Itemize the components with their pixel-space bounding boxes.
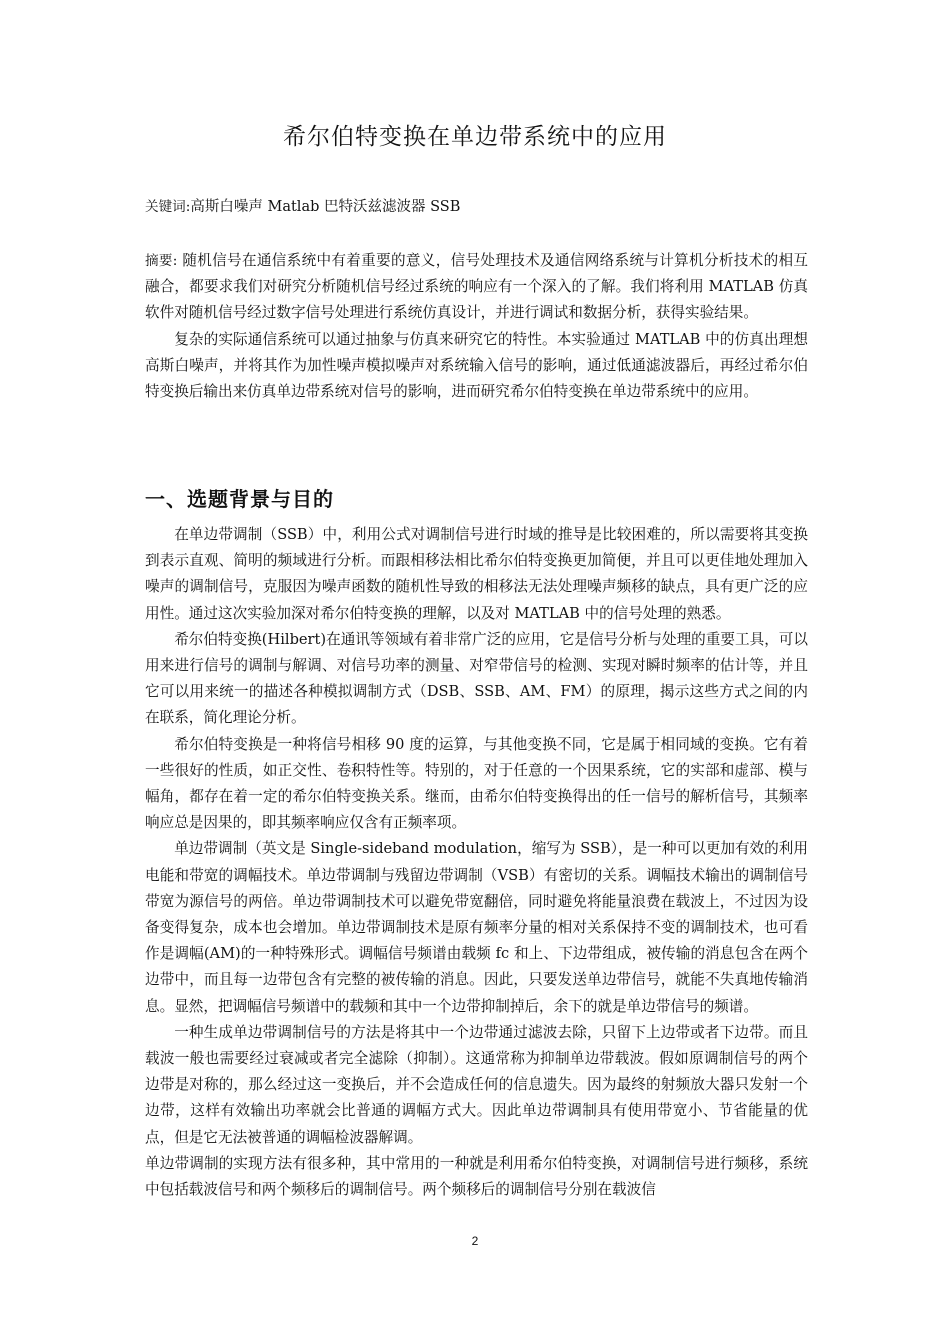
abstract-paragraph-1: [145, 248, 808, 327]
keywords-text: 高斯白噪声 Matlab 巴特沃兹滤波器 SSB: [190, 199, 461, 215]
keywords-line: [145, 196, 815, 218]
abstract-block: [145, 248, 808, 405]
body-paragraph: 一种生成单边带调制信号的方法是将其中一个边带通过滤波去除，只留下上边带或者下边带。而且载波一般也需要经过衰减或者完全滤除（抑制）。这通常称为抑制单边带载波。假如原调制信号的两个边带是对称的，那么经过这一变换后，并不会造成任何的信息遗失。因为最终的射频放大器只发射一个边带，这样有效输出功率就会比普通的调幅方式大。因此单边带调制具有使用带宽小、节省能量的优点，但是它无法被普通的调幅检波器解调。: [145, 1023, 808, 1146]
body-paragraph: 在单边带调制（SSB）中，利用公式对调制信号进行时域的推导是比较困难的，所以需要将其变换到表示直观、简明的频域进行分析。而跟相移法相比希尔伯特变换更加简便，并且可以更佳地处理加入噪声的调制信号，克服因为噪声函数的随机性导致的相移法无法处理噪声频移的缺点，具有更广泛的应用性。通过这次实验加深对希尔伯特变换的理解，以及对 MATLAB 中的信号处理的熟悉。: [145, 526, 808, 622]
body-paragraph: 单边带调制的实现方法有很多种，其中常用的一种就是利用希尔伯特变换，对调制信号进行频移，系统中包括载波信号和两个频移后的调制信号。两个频移后的调制信号分别在载波信: [145, 1154, 808, 1199]
page-number: 2: [471, 1234, 479, 1248]
abstract-text-1: 随机信号在通信系统中有着重要的意义，信号处理技术及通信网络系统与计算机分析技术的相互融合，都要求我们对研究分析随机信号经过系统的响应有一个深入的了解。我们将利用 MATLAB 仿真软件对随机信号经过数字信号处理进行系统仿真设计，并进行调试和数据分析，获得实验结果。: [145, 252, 808, 322]
body-paragraph: 希尔伯特变换(Hilbert)在通讯等领域有着非常广泛的应用，它是信号分析与处理的重要工具，可以用来进行信号的调制与解调、对信号功率的测量、对窄带信号的检测、实现对瞬时频率的估计等，并且它可以用来统一的描述各种模拟调制方式（DSB、SSB、AM、FM）的原理，揭示这些方式之间的内在联系，简化理论分析。: [145, 630, 808, 727]
page-title: 希尔伯特变换在单边带系统中的应用: [283, 124, 667, 150]
body-paragraph: 单边带调制（英文是 Single-sideband modulation，缩写为 SSB），是一种可以更加有效的利用电能和带宽的调幅技术。单边带调制与残留边带调制（VSB）有密切的关系。调幅技术输出的调制信号带宽为源信号的两倍。单边带调制技术可以避免带宽翻倍，同时避免将能量浪费在载波上，不过因为设备变得复杂，成本也会增加。单边带调制技术是原有频率分量的相对关系保持不变的调制技术，也可看作是调幅(AM)的一种特殊形式。调幅信号频谱由载频 fc 和上、下边带组成，被传输的消息包含在两个边带中，而且每一边带包含有完整的被传输的消息。因此，只要发送单边带信号，就能不失真地传输消息。显然，把调幅信号频谱中的载频和其中一个边带抑制掉后，余下的就是单边带信号的频谱。: [145, 840, 808, 1015]
keywords-label: 关键词:: [145, 199, 191, 215]
abstract-paragraph-2: 复杂的实际通信系统可以通过抽象与仿真来研究它的特性。本实验通过 MATLAB 中的仿真出理想高斯白噪声，并将其作为加性噪声模拟噪声对系统输入信号的影响，通过低通滤波器后，再经过希尔伯特变换后输出来仿真单边带系统对信号的影响，进而研究希尔伯特变换在单边带系统中的应用。: [145, 330, 808, 401]
body-paragraph: 希尔伯特变换是一种将信号相移 90 度的运算，与其他变换不同，它是属于相同域的变换。它有着一些很好的性质，如正交性、卷积特性等。特别的，对于任意的一个因果系统，它的实部和虚部、模与幅角，都存在着一定的希尔伯特变换关系。继而，由希尔伯特变换得出的任一信号的解析信号，其频率响应总是因果的，即其频率响应仅含有正频率项。: [145, 735, 808, 832]
section-heading: 一、选题背景与目的: [145, 487, 334, 511]
abstract-label: 摘要:: [145, 253, 178, 269]
section-body: [145, 522, 808, 1203]
